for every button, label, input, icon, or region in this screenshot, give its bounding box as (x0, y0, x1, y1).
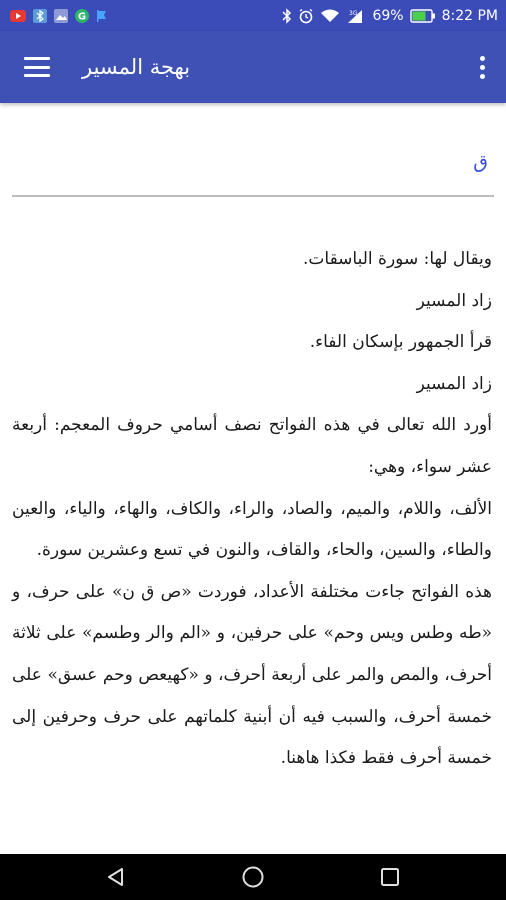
more-vert-icon[interactable] (472, 52, 492, 82)
clock: 8:22 PM (441, 7, 498, 24)
divider (12, 195, 494, 197)
gallery-icon (54, 9, 68, 23)
tafsir-content[interactable] (0, 103, 506, 854)
home-circle-icon[interactable] (233, 857, 273, 897)
hamburger-menu-icon[interactable] (24, 57, 50, 77)
svg-text:G: G (77, 11, 87, 22)
back-triangle-icon[interactable] (96, 857, 136, 897)
tafsir-text (12, 239, 492, 780)
source-label: زاد المسير (416, 290, 492, 311)
bluetooth-icon (282, 8, 292, 24)
youtube-icon (10, 10, 26, 22)
surah-heading: ق (473, 151, 488, 173)
paragraph: هذه الفواتح جاءت مختلفة الأعداد، فوردت «ص ق ن» على حرف، و «طه وطس ويس وحم» على حرفين، و «الم والر وطسم» على ثلاثة أحرف، والمص والمر على أربعة أحرف، و «كهيعص وحم عسق» على خمسة أحرف، والسبب فيه أن أبنية كلماتهم على حرف وحرفين إلى خمسة أحرف فقط فكذا هاهنا. (12, 581, 492, 769)
paragraph: الألف، واللام، والميم، والصاد، والراء، والكاف، والهاء، والياء، والعين والطاء، والسين، والحاء، والقاف، والنون في تسع وعشرين سورة. (12, 498, 492, 561)
flag-icon (96, 9, 108, 23)
battery-icon (410, 9, 436, 23)
status-bar (0, 0, 506, 31)
system-status (282, 8, 498, 24)
notification-icons (10, 9, 108, 23)
recents-square-icon[interactable] (370, 857, 410, 897)
paragraph: قرأ الجمهور بإسكان الفاء. (309, 332, 492, 353)
grammarly-icon (75, 9, 89, 23)
paragraph: ويقال لها: سورة الباسقات. (303, 249, 492, 269)
bluetooth-notif-icon (33, 9, 47, 23)
wifi-icon (320, 9, 340, 23)
network-type: 3G (349, 9, 358, 17)
system-nav-bar (0, 854, 506, 900)
alarm-icon (298, 8, 314, 24)
app-bar (0, 31, 506, 103)
battery-percent: 69% (372, 7, 404, 24)
source-label: زاد المسير (416, 373, 492, 394)
paragraph: أورد الله تعالى في هذه الفواتح نصف أسامي حروف المعجم: أربعة عشر سواء، وهي: (12, 415, 492, 477)
signal-icon (346, 8, 366, 24)
app-title: بهجة المسير (82, 55, 191, 79)
